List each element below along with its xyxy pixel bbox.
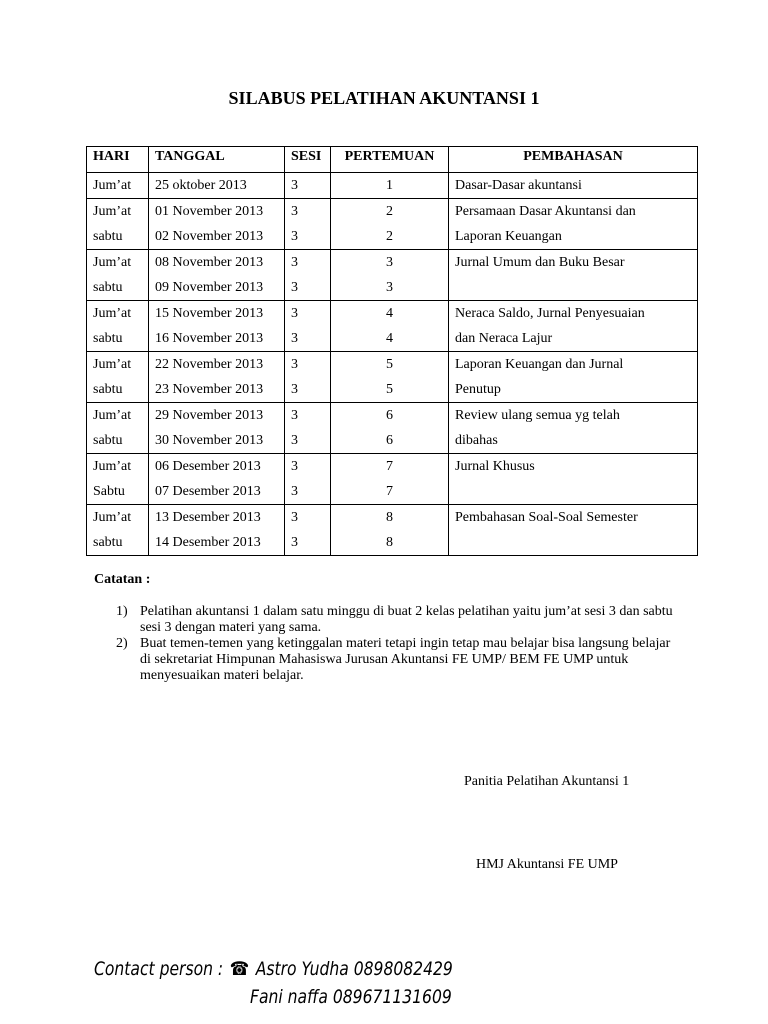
cell-pembahasan: [449, 199, 698, 250]
table-row: [87, 250, 698, 301]
cell-hari-line: Jum’at: [93, 255, 132, 270]
cell-hari-line: sabtu: [93, 382, 123, 397]
header-pembahasan: PEMBAHASAN: [449, 147, 698, 173]
cell-sesi: [285, 173, 331, 199]
cell-pembahasan-line: [455, 530, 691, 555]
cell-pembahasan: [449, 250, 698, 301]
cell-tanggal: [149, 173, 285, 199]
cell-pembahasan: [449, 454, 698, 505]
cell-pertemuan-line: 5: [386, 382, 393, 397]
cell-pembahasan-line: Jurnal Umum dan Buku Besar: [455, 255, 625, 270]
cell-pembahasan: [449, 301, 698, 352]
cell-pertemuan: [331, 250, 449, 301]
telephone-icon: ☎: [229, 958, 250, 980]
cell-pertemuan-line: 3: [386, 280, 393, 295]
cell-hari-line: sabtu: [93, 535, 123, 550]
cell-sesi-line: 3: [291, 459, 298, 474]
cell-pembahasan-line: dibahas: [455, 433, 498, 448]
cell-pertemuan-line: 3: [386, 255, 393, 270]
cell-hari: [87, 352, 149, 403]
cell-sesi-line: 3: [291, 382, 298, 397]
cell-pertemuan: [331, 454, 449, 505]
cell-sesi: [285, 352, 331, 403]
cell-pertemuan: [331, 403, 449, 454]
cell-pertemuan-line: 7: [386, 459, 393, 474]
cell-tanggal-line: 09 November 2013: [155, 280, 264, 295]
header-tanggal: TANGGAL: [149, 147, 285, 173]
header-hari: HARI: [87, 147, 149, 173]
cell-pertemuan: [331, 173, 449, 199]
cell-pertemuan: [331, 352, 449, 403]
cell-pertemuan: [331, 301, 449, 352]
cell-sesi-line: 3: [291, 255, 298, 270]
cell-pembahasan-line: dan Neraca Lajur: [455, 331, 553, 346]
cell-pertemuan-line: 1: [386, 178, 393, 193]
cell-sesi: [285, 250, 331, 301]
cell-hari-line: sabtu: [93, 433, 123, 448]
cell-tanggal-line: 14 Desember 2013: [155, 535, 261, 550]
cell-pembahasan: [449, 352, 698, 403]
cell-hari: [87, 301, 149, 352]
cell-sesi-line: 3: [291, 408, 298, 423]
table-row: [87, 301, 698, 352]
cell-hari: [87, 505, 149, 556]
cell-pertemuan-line: 4: [386, 306, 393, 321]
cell-hari-line: sabtu: [93, 280, 123, 295]
cell-tanggal-line: 02 November 2013: [155, 229, 264, 244]
contact-person-2: Fani naffa 089671131609: [250, 986, 452, 1008]
cell-tanggal: [149, 199, 285, 250]
table-body: [87, 173, 698, 556]
cell-pertemuan-line: 5: [386, 357, 393, 372]
table-row: [87, 352, 698, 403]
cell-hari: [87, 250, 149, 301]
table-row: [87, 505, 698, 556]
cell-sesi-line: 3: [291, 433, 298, 448]
table-header-row: [87, 147, 698, 173]
cell-hari: [87, 173, 149, 199]
cell-pertemuan-line: 2: [386, 229, 393, 244]
cell-hari-line: Jum’at: [93, 510, 132, 525]
cell-hari-line: Sabtu: [93, 484, 125, 499]
cell-sesi-line: 3: [291, 178, 298, 193]
cell-tanggal-line: 29 November 2013: [155, 408, 264, 423]
cell-pembahasan-line: Jurnal Khusus: [455, 459, 535, 474]
cell-pembahasan: [449, 173, 698, 199]
committee-name: Panitia Pelatihan Akuntansi 1: [464, 774, 630, 789]
cell-tanggal: [149, 250, 285, 301]
header-sesi: SESI: [285, 147, 331, 173]
cell-pembahasan-line: Dasar-Dasar akuntansi: [455, 178, 582, 193]
cell-pembahasan: [449, 505, 698, 556]
cell-pembahasan-line: [455, 275, 691, 300]
cell-tanggal-line: 30 November 2013: [155, 433, 264, 448]
cell-pembahasan-line: [455, 479, 691, 504]
cell-pertemuan-line: 8: [386, 535, 393, 550]
cell-tanggal: [149, 301, 285, 352]
cell-pertemuan-line: 6: [386, 433, 393, 448]
contact-person-1: Astro Yudha 0898082429: [255, 958, 453, 980]
note-text: Buat temen-temen yang ketinggalan materi tetapi ingin tetap mau belajar bisa langsung belajar di sekretariat Himpunan Mahasiswa Jurusan Akuntansi FE UMP/ BEM FE UMP untuk menyesuaikan materi belajar.: [140, 636, 671, 683]
cell-sesi: [285, 454, 331, 505]
cell-pertemuan: [331, 199, 449, 250]
cell-hari-line: Jum’at: [93, 178, 132, 193]
cell-sesi: [285, 403, 331, 454]
cell-sesi-line: 3: [291, 357, 298, 372]
cell-sesi-line: 3: [291, 204, 298, 219]
syllabus-table: [86, 146, 698, 556]
cell-tanggal-line: 07 Desember 2013: [155, 484, 261, 499]
cell-tanggal-line: 13 Desember 2013: [155, 510, 261, 525]
cell-pembahasan-line: Persamaan Dasar Akuntansi dan: [455, 204, 636, 219]
cell-tanggal-line: 23 November 2013: [155, 382, 264, 397]
cell-hari: [87, 454, 149, 505]
organization-name: HMJ Akuntansi FE UMP: [476, 857, 618, 872]
cell-tanggal: [149, 454, 285, 505]
cell-hari-line: Jum’at: [93, 357, 132, 372]
cell-pembahasan: [449, 403, 698, 454]
cell-pertemuan-line: 6: [386, 408, 393, 423]
cell-hari-line: sabtu: [93, 331, 123, 346]
cell-tanggal: [149, 352, 285, 403]
contact-line-1: [94, 955, 453, 983]
cell-pembahasan-line: Pembahasan Soal-Soal Semester: [455, 510, 638, 525]
table-row: [87, 199, 698, 250]
cell-sesi-line: 3: [291, 535, 298, 550]
cell-sesi-line: 3: [291, 331, 298, 346]
cell-pembahasan-line: Laporan Keuangan dan Jurnal: [455, 357, 624, 372]
table-row: [87, 173, 698, 199]
cell-pembahasan-line: Laporan Keuangan: [455, 229, 562, 244]
note-number: 1): [116, 604, 128, 619]
contact-line-2: [250, 983, 452, 1011]
cell-pertemuan-line: 8: [386, 510, 393, 525]
header-pertemuan: PERTEMUAN: [331, 147, 449, 173]
cell-hari: [87, 403, 149, 454]
cell-sesi-line: 3: [291, 484, 298, 499]
cell-tanggal-line: 25 oktober 2013: [155, 178, 247, 193]
cell-hari-line: Jum’at: [93, 204, 132, 219]
cell-hari-line: Jum’at: [93, 408, 132, 423]
cell-tanggal-line: 08 November 2013: [155, 255, 264, 270]
notes-title: Catatan :: [94, 572, 151, 587]
cell-sesi-line: 3: [291, 510, 298, 525]
contact-label: Contact person :: [94, 958, 224, 980]
cell-sesi: [285, 199, 331, 250]
cell-hari-line: Jum’at: [93, 459, 132, 474]
cell-tanggal-line: 01 November 2013: [155, 204, 264, 219]
cell-tanggal-line: 22 November 2013: [155, 357, 264, 372]
cell-sesi-line: 3: [291, 229, 298, 244]
cell-sesi-line: 3: [291, 306, 298, 321]
cell-hari-line: sabtu: [93, 229, 123, 244]
note-item: [116, 636, 676, 684]
note-item: [116, 604, 676, 636]
document-title: SILABUS PELATIHAN AKUNTANSI 1: [228, 88, 540, 108]
note-text: Pelatihan akuntansi 1 dalam satu minggu di buat 2 kelas pelatihan yaitu jum’at sesi 3 dan sabtu sesi 3 dengan materi yang sama.: [140, 604, 673, 635]
cell-pertemuan: [331, 505, 449, 556]
cell-tanggal: [149, 505, 285, 556]
note-number: 2): [116, 636, 128, 651]
cell-hari-line: Jum’at: [93, 306, 132, 321]
cell-pertemuan-line: 7: [386, 484, 393, 499]
cell-pembahasan-line: Review ulang semua yg telah: [455, 408, 620, 423]
cell-sesi-line: 3: [291, 280, 298, 295]
table-row: [87, 403, 698, 454]
table-row: [87, 454, 698, 505]
cell-sesi: [285, 505, 331, 556]
notes-list: [116, 604, 676, 684]
cell-tanggal: [149, 403, 285, 454]
cell-hari: [87, 199, 149, 250]
cell-tanggal-line: 06 Desember 2013: [155, 459, 261, 474]
cell-pertemuan-line: 2: [386, 204, 393, 219]
cell-pembahasan-line: Penutup: [455, 382, 501, 397]
cell-tanggal-line: 15 November 2013: [155, 306, 264, 321]
cell-tanggal-line: 16 November 2013: [155, 331, 264, 346]
cell-pertemuan-line: 4: [386, 331, 393, 346]
cell-pembahasan-line: Neraca Saldo, Jurnal Penyesuaian: [455, 306, 645, 321]
cell-sesi: [285, 301, 331, 352]
